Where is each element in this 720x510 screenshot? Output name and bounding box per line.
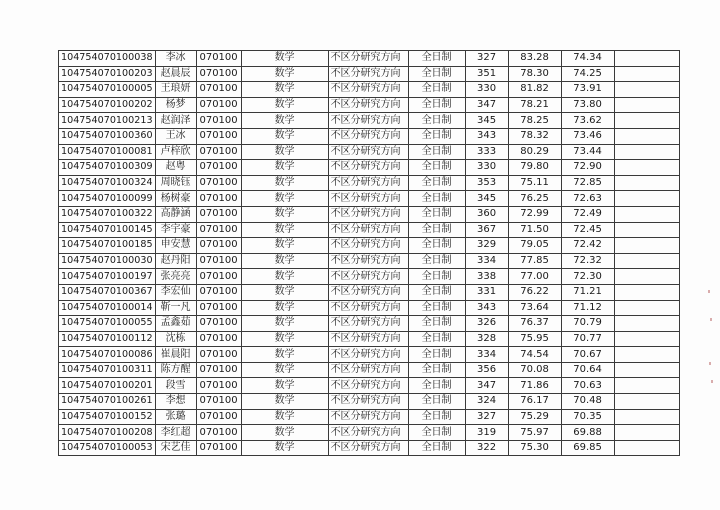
cell-study-mode: 全日制	[408, 66, 465, 82]
cell-retest-score: 76.37	[508, 316, 561, 332]
table-row	[59, 128, 680, 144]
cell-study-mode: 全日制	[408, 300, 465, 316]
cell-name: 张亮亮	[155, 269, 196, 285]
cell-name: 李宏仙	[155, 284, 196, 300]
cell-retest-score: 75.30	[508, 440, 561, 456]
cell-study-mode: 全日制	[408, 347, 465, 363]
cell-retest-score: 76.17	[508, 394, 561, 410]
cell-retest-score: 83.28	[508, 51, 561, 67]
cell-remarks	[614, 206, 679, 222]
cell-study-mode: 全日制	[408, 331, 465, 347]
cell-major-name: 数学	[241, 191, 328, 207]
table-row	[59, 284, 680, 300]
cell-major-code: 070100	[196, 191, 241, 207]
cell-remarks	[614, 97, 679, 113]
table-row	[59, 82, 680, 98]
cell-total-score: 71.21	[561, 284, 614, 300]
cell-initial-score: 347	[465, 378, 508, 394]
cell-candidate-id: 104754070100145	[59, 222, 156, 238]
cell-initial-score: 334	[465, 347, 508, 363]
cell-name: 赵润泽	[155, 113, 196, 129]
cell-major-name: 数学	[241, 253, 328, 269]
cell-retest-score: 80.29	[508, 144, 561, 160]
cell-research-direction: 不区分研究方向	[328, 128, 408, 144]
table-row	[59, 97, 680, 113]
cell-initial-score: 360	[465, 206, 508, 222]
cell-major-code: 070100	[196, 51, 241, 67]
cell-major-code: 070100	[196, 425, 241, 441]
cell-name: 张璐	[155, 409, 196, 425]
cell-name: 崔晨阳	[155, 347, 196, 363]
cell-retest-score: 79.80	[508, 160, 561, 176]
cell-research-direction: 不区分研究方向	[328, 409, 408, 425]
cell-major-name: 数学	[241, 300, 328, 316]
cell-major-name: 数学	[241, 425, 328, 441]
cell-name: 赵晨辰	[155, 66, 196, 82]
cell-initial-score: 367	[465, 222, 508, 238]
cell-research-direction: 不区分研究方向	[328, 51, 408, 67]
cell-total-score: 74.25	[561, 66, 614, 82]
cell-research-direction: 不区分研究方向	[328, 238, 408, 254]
cell-major-code: 070100	[196, 284, 241, 300]
cell-initial-score: 324	[465, 394, 508, 410]
cell-retest-score: 71.86	[508, 378, 561, 394]
cell-initial-score: 345	[465, 191, 508, 207]
cell-retest-score: 75.29	[508, 409, 561, 425]
cell-study-mode: 全日制	[408, 128, 465, 144]
cell-research-direction: 不区分研究方向	[328, 113, 408, 129]
cell-study-mode: 全日制	[408, 378, 465, 394]
table-row	[59, 347, 680, 363]
cell-major-name: 数学	[241, 378, 328, 394]
cell-remarks	[614, 222, 679, 238]
cell-major-code: 070100	[196, 378, 241, 394]
cell-major-name: 数学	[241, 206, 328, 222]
cell-name: 卢梓欣	[155, 144, 196, 160]
cell-research-direction: 不区分研究方向	[328, 316, 408, 332]
cell-major-name: 数学	[241, 284, 328, 300]
cell-retest-score: 75.11	[508, 175, 561, 191]
cell-total-score: 73.80	[561, 97, 614, 113]
cell-study-mode: 全日制	[408, 316, 465, 332]
table-row	[59, 378, 680, 394]
cell-research-direction: 不区分研究方向	[328, 175, 408, 191]
cell-total-score: 70.35	[561, 409, 614, 425]
cell-major-name: 数学	[241, 331, 328, 347]
cell-major-name: 数学	[241, 160, 328, 176]
cell-major-code: 070100	[196, 160, 241, 176]
cell-initial-score: 356	[465, 362, 508, 378]
cell-major-name: 数学	[241, 269, 328, 285]
cell-remarks	[614, 175, 679, 191]
cell-total-score: 72.32	[561, 253, 614, 269]
cell-name: 李宇豪	[155, 222, 196, 238]
cell-retest-score: 78.25	[508, 113, 561, 129]
cell-major-name: 数学	[241, 347, 328, 363]
cell-remarks	[614, 331, 679, 347]
cell-initial-score: 353	[465, 175, 508, 191]
cell-total-score: 70.48	[561, 394, 614, 410]
cell-remarks	[614, 66, 679, 82]
cell-name: 杨梦	[155, 97, 196, 113]
cell-study-mode: 全日制	[408, 113, 465, 129]
cell-major-name: 数学	[241, 97, 328, 113]
cell-total-score: 70.64	[561, 362, 614, 378]
cell-remarks	[614, 144, 679, 160]
cell-total-score: 72.49	[561, 206, 614, 222]
cell-total-score: 71.12	[561, 300, 614, 316]
cell-candidate-id: 104754070100038	[59, 51, 156, 67]
cell-major-name: 数学	[241, 113, 328, 129]
cell-study-mode: 全日制	[408, 269, 465, 285]
cell-initial-score: 328	[465, 331, 508, 347]
cell-candidate-id: 104754070100208	[59, 425, 156, 441]
cell-candidate-id: 104754070100202	[59, 97, 156, 113]
cell-name: 宋艺佳	[155, 440, 196, 456]
cell-major-name: 数学	[241, 409, 328, 425]
cell-study-mode: 全日制	[408, 206, 465, 222]
table-row	[59, 206, 680, 222]
cell-candidate-id: 104754070100309	[59, 160, 156, 176]
table-row	[59, 253, 680, 269]
cell-initial-score: 351	[465, 66, 508, 82]
table-row	[59, 113, 680, 129]
cell-research-direction: 不区分研究方向	[328, 222, 408, 238]
table-row	[59, 269, 680, 285]
cell-major-code: 070100	[196, 82, 241, 98]
cell-study-mode: 全日制	[408, 222, 465, 238]
cell-remarks	[614, 394, 679, 410]
cell-retest-score: 75.97	[508, 425, 561, 441]
cell-retest-score: 79.05	[508, 238, 561, 254]
cell-major-code: 070100	[196, 331, 241, 347]
cell-initial-score: 338	[465, 269, 508, 285]
cell-initial-score: 330	[465, 82, 508, 98]
cell-remarks	[614, 191, 679, 207]
cell-initial-score: 327	[465, 51, 508, 67]
cell-initial-score: 343	[465, 128, 508, 144]
cell-candidate-id: 104754070100201	[59, 378, 156, 394]
table-row	[59, 331, 680, 347]
cell-candidate-id: 104754070100311	[59, 362, 156, 378]
cell-total-score: 72.85	[561, 175, 614, 191]
cell-major-code: 070100	[196, 238, 241, 254]
cell-major-code: 070100	[196, 269, 241, 285]
cell-total-score: 72.30	[561, 269, 614, 285]
cell-retest-score: 77.85	[508, 253, 561, 269]
cell-name: 王琅妍	[155, 82, 196, 98]
cell-research-direction: 不区分研究方向	[328, 440, 408, 456]
cell-candidate-id: 104754070100099	[59, 191, 156, 207]
cell-major-code: 070100	[196, 206, 241, 222]
cell-major-code: 070100	[196, 409, 241, 425]
cell-total-score: 73.62	[561, 113, 614, 129]
cell-study-mode: 全日制	[408, 160, 465, 176]
cell-major-code: 070100	[196, 316, 241, 332]
cell-major-code: 070100	[196, 66, 241, 82]
cell-research-direction: 不区分研究方向	[328, 82, 408, 98]
cell-candidate-id: 104754070100360	[59, 128, 156, 144]
cell-major-code: 070100	[196, 440, 241, 456]
cell-retest-score: 78.32	[508, 128, 561, 144]
cell-total-score: 69.88	[561, 425, 614, 441]
cell-major-name: 数学	[241, 222, 328, 238]
cell-name: 高静涵	[155, 206, 196, 222]
cell-total-score: 72.63	[561, 191, 614, 207]
cell-retest-score: 78.21	[508, 97, 561, 113]
cell-major-name: 数学	[241, 128, 328, 144]
cell-total-score: 72.90	[561, 160, 614, 176]
cell-candidate-id: 104754070100086	[59, 347, 156, 363]
cell-retest-score: 81.82	[508, 82, 561, 98]
cell-research-direction: 不区分研究方向	[328, 191, 408, 207]
cell-study-mode: 全日制	[408, 51, 465, 67]
cell-initial-score: 334	[465, 253, 508, 269]
cell-research-direction: 不区分研究方向	[328, 378, 408, 394]
table-row	[59, 362, 680, 378]
cell-total-score: 72.42	[561, 238, 614, 254]
cell-initial-score: 326	[465, 316, 508, 332]
cell-retest-score: 73.64	[508, 300, 561, 316]
cell-study-mode: 全日制	[408, 175, 465, 191]
cell-major-code: 070100	[196, 97, 241, 113]
cell-major-code: 070100	[196, 175, 241, 191]
cell-name: 靳一凡	[155, 300, 196, 316]
cell-major-code: 070100	[196, 394, 241, 410]
cell-name: 杨树豪	[155, 191, 196, 207]
table-row	[59, 316, 680, 332]
table-row	[59, 191, 680, 207]
table-row	[59, 66, 680, 82]
cell-major-name: 数学	[241, 440, 328, 456]
cell-remarks	[614, 409, 679, 425]
cell-research-direction: 不区分研究方向	[328, 347, 408, 363]
cell-remarks	[614, 113, 679, 129]
table-row	[59, 160, 680, 176]
cell-total-score: 73.46	[561, 128, 614, 144]
cell-total-score: 70.77	[561, 331, 614, 347]
cell-candidate-id: 104754070100081	[59, 144, 156, 160]
cell-major-name: 数学	[241, 66, 328, 82]
cell-study-mode: 全日制	[408, 284, 465, 300]
cell-retest-score: 77.00	[508, 269, 561, 285]
cell-candidate-id: 104754070100213	[59, 113, 156, 129]
cell-total-score: 70.79	[561, 316, 614, 332]
cell-major-name: 数学	[241, 175, 328, 191]
cell-candidate-id: 104754070100324	[59, 175, 156, 191]
cell-remarks	[614, 316, 679, 332]
cell-research-direction: 不区分研究方向	[328, 160, 408, 176]
cell-remarks	[614, 128, 679, 144]
cell-major-code: 070100	[196, 362, 241, 378]
cell-major-name: 数学	[241, 238, 328, 254]
cell-candidate-id: 104754070100055	[59, 316, 156, 332]
cell-retest-score: 75.95	[508, 331, 561, 347]
cell-major-code: 070100	[196, 222, 241, 238]
table-row	[59, 144, 680, 160]
cell-major-code: 070100	[196, 113, 241, 129]
cell-name: 李红超	[155, 425, 196, 441]
cell-research-direction: 不区分研究方向	[328, 300, 408, 316]
cell-candidate-id: 104754070100152	[59, 409, 156, 425]
cell-study-mode: 全日制	[408, 144, 465, 160]
cell-major-name: 数学	[241, 316, 328, 332]
cell-initial-score: 329	[465, 238, 508, 254]
cell-study-mode: 全日制	[408, 394, 465, 410]
cell-total-score: 70.67	[561, 347, 614, 363]
cell-retest-score: 76.25	[508, 191, 561, 207]
cell-name: 王冰	[155, 128, 196, 144]
cell-total-score: 73.91	[561, 82, 614, 98]
cell-remarks	[614, 347, 679, 363]
cell-study-mode: 全日制	[408, 191, 465, 207]
cell-remarks	[614, 425, 679, 441]
table-row	[59, 440, 680, 456]
cell-candidate-id: 104754070100185	[59, 238, 156, 254]
cell-candidate-id: 104754070100053	[59, 440, 156, 456]
cell-research-direction: 不区分研究方向	[328, 97, 408, 113]
cell-candidate-id: 104754070100005	[59, 82, 156, 98]
cell-remarks	[614, 269, 679, 285]
cell-remarks	[614, 82, 679, 98]
cell-name: 周晓钰	[155, 175, 196, 191]
cell-total-score: 72.45	[561, 222, 614, 238]
cell-retest-score: 74.54	[508, 347, 561, 363]
cell-initial-score: 327	[465, 409, 508, 425]
cell-study-mode: 全日制	[408, 97, 465, 113]
cell-retest-score: 76.22	[508, 284, 561, 300]
cell-initial-score: 343	[465, 300, 508, 316]
cell-research-direction: 不区分研究方向	[328, 253, 408, 269]
cell-name: 段雪	[155, 378, 196, 394]
table-row	[59, 394, 680, 410]
cell-total-score: 69.85	[561, 440, 614, 456]
cell-research-direction: 不区分研究方向	[328, 66, 408, 82]
cell-initial-score: 331	[465, 284, 508, 300]
cell-study-mode: 全日制	[408, 425, 465, 441]
cell-candidate-id: 104754070100203	[59, 66, 156, 82]
cell-major-code: 070100	[196, 128, 241, 144]
cell-remarks	[614, 253, 679, 269]
cell-candidate-id: 104754070100261	[59, 394, 156, 410]
cell-remarks	[614, 51, 679, 67]
cell-retest-score: 70.08	[508, 362, 561, 378]
table-row	[59, 300, 680, 316]
cell-initial-score: 319	[465, 425, 508, 441]
cell-research-direction: 不区分研究方向	[328, 425, 408, 441]
table-body	[59, 51, 680, 456]
cell-candidate-id: 104754070100030	[59, 253, 156, 269]
cell-name: 李冰	[155, 51, 196, 67]
cell-remarks	[614, 238, 679, 254]
cell-total-score: 70.63	[561, 378, 614, 394]
cell-major-code: 070100	[196, 253, 241, 269]
cell-study-mode: 全日制	[408, 440, 465, 456]
cell-research-direction: 不区分研究方向	[328, 362, 408, 378]
cell-study-mode: 全日制	[408, 238, 465, 254]
admission-score-table	[58, 50, 680, 456]
cell-name: 李想	[155, 394, 196, 410]
cell-candidate-id: 104754070100112	[59, 331, 156, 347]
cell-initial-score: 345	[465, 113, 508, 129]
cell-research-direction: 不区分研究方向	[328, 144, 408, 160]
cell-major-name: 数学	[241, 51, 328, 67]
table-row	[59, 51, 680, 67]
table-row	[59, 222, 680, 238]
cell-total-score: 74.34	[561, 51, 614, 67]
cell-initial-score: 330	[465, 160, 508, 176]
cell-major-name: 数学	[241, 362, 328, 378]
cell-major-code: 070100	[196, 144, 241, 160]
cell-remarks	[614, 362, 679, 378]
cell-name: 沈栋	[155, 331, 196, 347]
cell-research-direction: 不区分研究方向	[328, 206, 408, 222]
cell-study-mode: 全日制	[408, 82, 465, 98]
cell-name: 陈方醒	[155, 362, 196, 378]
cell-research-direction: 不区分研究方向	[328, 269, 408, 285]
table-row	[59, 238, 680, 254]
cell-remarks	[614, 160, 679, 176]
table-row	[59, 175, 680, 191]
cell-name: 孟鑫茹	[155, 316, 196, 332]
table-row	[59, 425, 680, 441]
cell-research-direction: 不区分研究方向	[328, 284, 408, 300]
cell-study-mode: 全日制	[408, 253, 465, 269]
cell-major-name: 数学	[241, 144, 328, 160]
cell-initial-score: 347	[465, 97, 508, 113]
cell-remarks	[614, 440, 679, 456]
cell-name: 申安慧	[155, 238, 196, 254]
cell-initial-score: 333	[465, 144, 508, 160]
cell-retest-score: 78.30	[508, 66, 561, 82]
cell-name: 赵丹阳	[155, 253, 196, 269]
cell-initial-score: 322	[465, 440, 508, 456]
cell-remarks	[614, 284, 679, 300]
cell-candidate-id: 104754070100014	[59, 300, 156, 316]
cell-retest-score: 71.50	[508, 222, 561, 238]
cell-candidate-id: 104754070100322	[59, 206, 156, 222]
cell-major-code: 070100	[196, 347, 241, 363]
cell-major-name: 数学	[241, 394, 328, 410]
table-row	[59, 409, 680, 425]
cell-name: 赵粤	[155, 160, 196, 176]
cell-major-code: 070100	[196, 300, 241, 316]
cell-research-direction: 不区分研究方向	[328, 331, 408, 347]
cell-research-direction: 不区分研究方向	[328, 394, 408, 410]
cell-retest-score: 72.99	[508, 206, 561, 222]
cell-major-name: 数学	[241, 82, 328, 98]
cell-remarks	[614, 378, 679, 394]
cell-study-mode: 全日制	[408, 409, 465, 425]
cell-candidate-id: 104754070100197	[59, 269, 156, 285]
cell-study-mode: 全日制	[408, 362, 465, 378]
cell-total-score: 73.44	[561, 144, 614, 160]
cell-candidate-id: 104754070100367	[59, 284, 156, 300]
cell-remarks	[614, 300, 679, 316]
